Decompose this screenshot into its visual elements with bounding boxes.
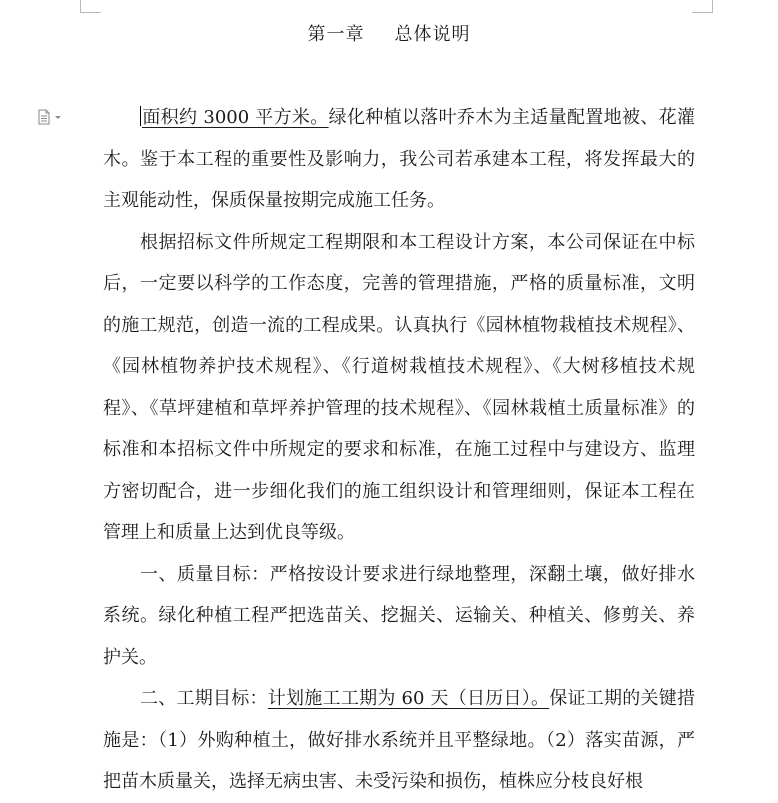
paragraph-schedule-goal [103,678,695,803]
paragraph-options-icon[interactable] [37,109,63,125]
area-text-underlined: 面积约 3000 平方米。 [142,107,329,128]
chapter-title: 总体说明 [394,24,471,45]
paragraph-standards: 根据招标文件所规定工程期限和本工程设计方案，本公司保证在中标后，一定要以科学的工作态度，完善的管理措施，严格的质量标准，文明的施工规范，创造一流的工程成果。认真执行《园林植物栽植技术规程》、《园林植物养护技术规程》、《行道树栽植技术规程》、《大树移植技术规程》、《草坪建植和草坪养护管理的技术规程》、《园林栽植土质量标准》的标准和本招标文件中所规定的要求和标准，在施工过程中与建设方、监理方密切配合，进一步细化我们的施工组织设计和管理细则，保证本工程在管理上和质量上达到优良等级。 [103,231,695,543]
paragraph-intro [103,97,695,222]
chapter-number: 第一章 [307,24,365,45]
page-crop-mark-top-left [80,0,101,13]
schedule-measures: 保证工期的关键措施是：（1）外购种植土，做好排水系统并且平整绿地。（2）落实苗源，严把苗木质量关，选择无病虫害、未受污染和损伤，植株应分枝良好根 [103,688,696,792]
schedule-lead: 二、工期目标： [140,688,268,709]
paragraph-quality-goal: 一、质量目标：严格按设计要求进行绿地整理，深翻土壤，做好排水系统。绿化种植工程严把选苗关、挖掘关、运输关、种植关、修剪关、养护关。 [103,563,695,668]
page-crop-mark-top-right [692,0,713,13]
intro-text: 绿化种植以落叶乔木为主适量配置地被、花灌木。鉴于本工程的重要性及影响力，我公司若承建本工程，将发挥最大的主观能动性，保质保量按期完成施工任务。 [103,107,695,211]
chapter-heading [0,20,778,46]
text-cursor [140,106,141,126]
schedule-duration-underlined: 计划施工工期为 60 天（日历日）。 [267,688,550,709]
document-body[interactable] [103,97,695,803]
